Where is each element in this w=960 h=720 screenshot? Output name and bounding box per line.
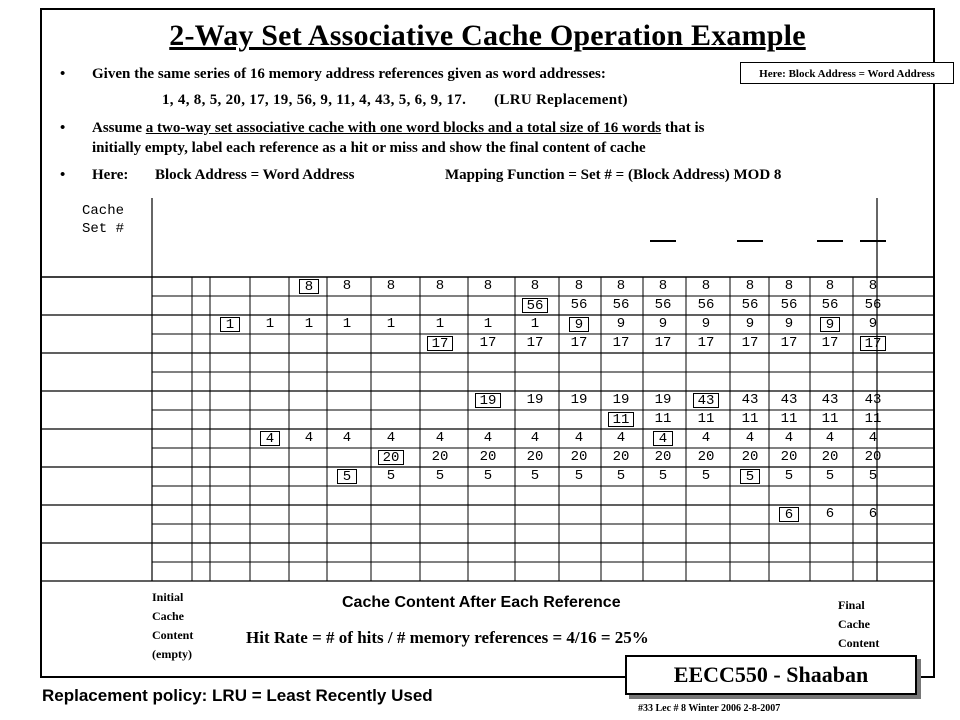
- cache-cell-value: 1: [265, 316, 275, 332]
- cache-cell-value: 9: [820, 317, 840, 332]
- cache-cell-value: 11: [780, 411, 798, 427]
- cache-cell-value: 20: [612, 449, 630, 465]
- cache-cell-value: 6: [868, 506, 878, 522]
- cache-cell-value: 8: [342, 278, 352, 294]
- bullet-1-text: Given the same series of 16 memory address references given as word addresses:: [92, 66, 606, 82]
- cache-cell-value: 20: [864, 449, 882, 465]
- cache-cell-value: 17: [427, 336, 453, 351]
- bullet-3-mapping: Mapping Function = Set # = (Block Address) MOD 8: [445, 167, 782, 183]
- cache-cell-value: 1: [342, 316, 352, 332]
- cache-cell-value: 56: [821, 297, 839, 313]
- cache-cell-value: 5: [386, 468, 396, 484]
- bullet-2-underlined: a two-way set associative cache with one word blocks and a total size of 16 words: [145, 120, 662, 136]
- cache-cell-value: 17: [526, 335, 544, 351]
- cache-cell-value: 20: [378, 450, 404, 465]
- cache-cell-value: 17: [741, 335, 759, 351]
- cache-cell-value: 9: [569, 317, 589, 332]
- bullet-2-post: that is: [661, 120, 705, 136]
- cache-cell-value: 9: [745, 316, 755, 332]
- footer-replacement-policy: Replacement policy: LRU = Least Recently Used: [42, 686, 433, 705]
- cache-cell-value: 17: [654, 335, 672, 351]
- cache-cell-value: 56: [612, 297, 630, 313]
- cache-cell-value: 1: [220, 317, 240, 332]
- cache-cell-value: 4: [435, 430, 445, 446]
- cache-cell-value: 11: [864, 411, 882, 427]
- final-cache-caption: Final Cache Content: [838, 598, 880, 650]
- cache-cell-value: 5: [483, 468, 493, 484]
- bullet-3-here: Here:: [92, 167, 129, 183]
- cache-cell-value: 8: [530, 278, 540, 294]
- cache-cell-value: 4: [745, 430, 755, 446]
- bullet-dot: •: [60, 66, 66, 82]
- hit-rate: Hit Rate = # of hits / # memory references = 4/16 = 25%: [246, 628, 649, 647]
- cache-cell-value: 20: [431, 449, 449, 465]
- bullet-2-pre: Assume: [92, 120, 146, 136]
- cache-cell-value: 56: [654, 297, 672, 313]
- bullet-dot: •: [60, 167, 66, 183]
- replacement-policy: (LRU Replacement): [494, 92, 628, 108]
- note-box: Here: Block Address = Word Address: [740, 62, 954, 84]
- cache-cell-value: 1: [483, 316, 493, 332]
- cache-cell-value: 43: [693, 393, 719, 408]
- cache-cell-value: 19: [612, 392, 630, 408]
- cache-cell-value: 20: [479, 449, 497, 465]
- cache-cell-value: 9: [868, 316, 878, 332]
- cache-cell-value: 11: [741, 411, 759, 427]
- hit-label: [817, 240, 843, 242]
- cache-cell-value: 5: [435, 468, 445, 484]
- cache-cell-value: 5: [574, 468, 584, 484]
- cache-cell-value: 43: [864, 392, 882, 408]
- cache-cell-value: 19: [526, 392, 544, 408]
- cache-cell-value: 4: [825, 430, 835, 446]
- cache-cell-value: 4: [304, 430, 314, 446]
- cache-cell-value: 8: [299, 279, 319, 294]
- cache-cell-value: 5: [740, 469, 760, 484]
- cache-cell-value: 56: [741, 297, 759, 313]
- cache-cell-value: 17: [697, 335, 715, 351]
- bullet-3-block: Block Address = Word Address: [155, 167, 355, 183]
- cache-cell-value: 17: [780, 335, 798, 351]
- cache-cell-value: 56: [864, 297, 882, 313]
- bullet-2-line2: initially empty, label each reference as a hit or miss and show the final content of cache: [92, 140, 646, 156]
- cache-cell-value: 11: [821, 411, 839, 427]
- cache-cell-value: 5: [825, 468, 835, 484]
- cache-cell-value: 11: [608, 412, 634, 427]
- cache-cell-value: 1: [435, 316, 445, 332]
- cache-cell-value: 8: [701, 278, 711, 294]
- cache-cell-value: 5: [658, 468, 668, 484]
- cache-label: Cache: [81, 203, 124, 219]
- cache-cell-value: 8: [868, 278, 878, 294]
- cache-cell-value: 5: [530, 468, 540, 484]
- cache-cell-value: 20: [526, 449, 544, 465]
- cache-cell-value: 8: [386, 278, 396, 294]
- cache-cell-value: 17: [479, 335, 497, 351]
- cache-cell-value: 9: [701, 316, 711, 332]
- cache-cell-value: 5: [616, 468, 626, 484]
- cache-cell-value: 17: [821, 335, 839, 351]
- cache-cell-value: 19: [475, 393, 501, 408]
- cache-cell-value: 4: [701, 430, 711, 446]
- cache-cell-value: 20: [741, 449, 759, 465]
- cache-cell-value: 8: [435, 278, 445, 294]
- cache-cell-value: 20: [780, 449, 798, 465]
- lecture-info: #33 Lec # 8 Winter 2006 2-8-2007: [638, 703, 781, 714]
- cache-cell-value: 4: [868, 430, 878, 446]
- cache-cell-value: 4: [342, 430, 352, 446]
- cache-cell-value: 5: [337, 469, 357, 484]
- sequence-text: 1, 4, 8, 5, 20, 17, 19, 56, 9, 11, 4, 43, 5, 6, 9, 17.: [162, 92, 467, 108]
- cache-cell-value: 56: [780, 297, 798, 313]
- center-caption: Cache Content After Each Reference: [342, 594, 621, 611]
- cache-cell-value: 8: [658, 278, 668, 294]
- cache-cell-value: 20: [570, 449, 588, 465]
- cache-cell-value: 11: [654, 411, 672, 427]
- cache-cell-value: 8: [784, 278, 794, 294]
- bullet-dot: •: [60, 120, 66, 136]
- cache-cell-value: 5: [868, 468, 878, 484]
- initial-cache-caption: Initial Cache Content (empty): [152, 590, 194, 661]
- cache-cell-value: 8: [483, 278, 493, 294]
- hit-label: [650, 240, 676, 242]
- cache-cell-value: 4: [260, 431, 280, 446]
- cache-cell-value: 43: [780, 392, 798, 408]
- hit-label: [860, 240, 886, 242]
- cache-cell-value: 17: [570, 335, 588, 351]
- cache-cell-value: 4: [574, 430, 584, 446]
- cache-cell-value: 1: [530, 316, 540, 332]
- cache-cell-value: 4: [483, 430, 493, 446]
- cache-cell-value: 5: [701, 468, 711, 484]
- cache-cell-value: 43: [821, 392, 839, 408]
- cache-cell-value: 4: [616, 430, 626, 446]
- cache-cell-value: 56: [697, 297, 715, 313]
- slide-title: 2-Way Set Associative Cache Operation Example: [169, 19, 806, 52]
- cache-cell-value: 1: [304, 316, 314, 332]
- cache-cell-value: 11: [697, 411, 715, 427]
- cache-cell-value: 19: [570, 392, 588, 408]
- cache-cell-value: 6: [779, 507, 799, 522]
- cache-cell-value: 8: [825, 278, 835, 294]
- cache-cell-value: 17: [860, 336, 886, 351]
- cache-cell-value: 17: [612, 335, 630, 351]
- cache-cell-value: 9: [784, 316, 794, 332]
- cache-cell-value: 1: [386, 316, 396, 332]
- cache-cell-value: 5: [784, 468, 794, 484]
- cache-cell-value: 4: [530, 430, 540, 446]
- cache-cell-value: 56: [522, 298, 548, 313]
- cache-cell-value: 19: [654, 392, 672, 408]
- cache-cell-value: 20: [654, 449, 672, 465]
- cache-cell-value: 6: [825, 506, 835, 522]
- set-label: Set #: [81, 221, 124, 237]
- cache-cell-value: 43: [741, 392, 759, 408]
- cache-cell-value: 4: [784, 430, 794, 446]
- cache-cell-value: 8: [616, 278, 626, 294]
- cache-cell-value: 8: [574, 278, 584, 294]
- cache-cell-value: 9: [616, 316, 626, 332]
- cache-cell-value: 20: [697, 449, 715, 465]
- course-badge: EECC550 - Shaaban: [625, 655, 917, 695]
- cache-cell-value: 8: [745, 278, 755, 294]
- cache-cell-value: 4: [653, 431, 673, 446]
- cache-cell-value: 20: [821, 449, 839, 465]
- cache-cell-value: 56: [570, 297, 588, 313]
- cache-cell-value: 4: [386, 430, 396, 446]
- cache-cell-value: 9: [658, 316, 668, 332]
- hit-label: [737, 240, 763, 242]
